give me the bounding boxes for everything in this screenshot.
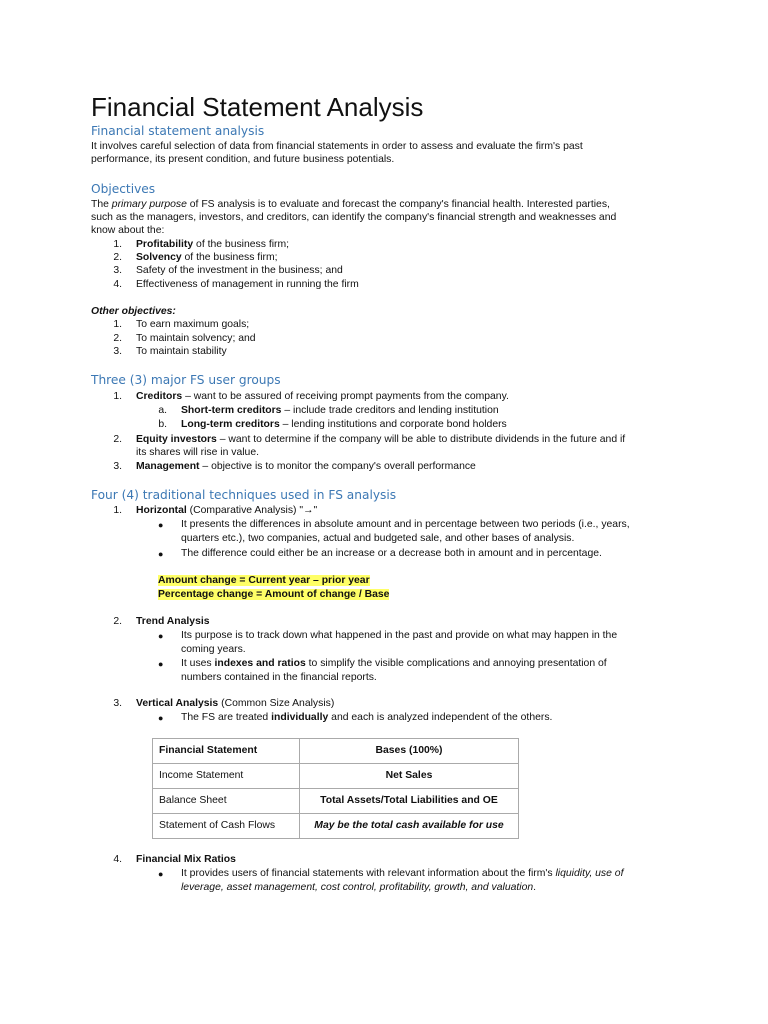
list-item: Safety of the investment in the business; and bbox=[136, 265, 343, 276]
table-cell: Balance Sheet bbox=[153, 789, 300, 814]
list-number: 1. bbox=[113, 391, 122, 402]
bases-table bbox=[152, 738, 519, 839]
list-item: Management – objective is to monitor the company's overall performance bbox=[136, 461, 476, 472]
list-number: 2. bbox=[113, 616, 122, 627]
section-heading-user-groups: Three (3) major FS user groups bbox=[91, 373, 281, 387]
list-item: Long-term creditors – lending institutions and corporate bond holders bbox=[181, 419, 507, 430]
list-number: 1. bbox=[113, 239, 122, 250]
list-item: To maintain stability bbox=[136, 346, 227, 357]
list-item: Horizontal (Comparative Analysis) "→" bbox=[136, 505, 318, 516]
bullet-text: Its purpose is to track down what happened in the past and provide on what may happen in the bbox=[181, 630, 618, 641]
list-item: Effectiveness of management in running the firm bbox=[136, 279, 359, 290]
section-heading-fs-analysis: Financial statement analysis bbox=[91, 124, 265, 138]
list-item: Short-term creditors – include trade creditors and lending institution bbox=[181, 405, 499, 416]
list-letter: a. bbox=[158, 405, 167, 416]
list-item: Profitability of the business firm; bbox=[136, 239, 290, 250]
list-number: 4. bbox=[113, 854, 122, 865]
list-number: 2. bbox=[113, 333, 122, 344]
table-cell: Total Assets/Total Liabilities and OE bbox=[300, 789, 519, 814]
list-item: Solvency of the business firm; bbox=[136, 252, 278, 263]
bullet-text: The FS are treated individually and each is analyzed independent of the others. bbox=[181, 712, 553, 723]
paragraph-line: performance, its present condition, and future business potentials. bbox=[91, 154, 395, 165]
paragraph-line: know about the: bbox=[91, 225, 165, 236]
list-letter: b. bbox=[158, 419, 167, 430]
page-title: Financial Statement Analysis bbox=[91, 92, 424, 122]
list-number: 3. bbox=[113, 461, 122, 472]
bullet-icon: ● bbox=[158, 713, 164, 723]
list-item: To maintain solvency; and bbox=[136, 333, 256, 344]
list-number: 2. bbox=[113, 252, 122, 263]
list-number: 3. bbox=[113, 698, 122, 709]
bullet-text: coming years. bbox=[181, 644, 246, 655]
section-heading-techniques: Four (4) traditional techniques used in FS analysis bbox=[91, 488, 397, 502]
table-header-row bbox=[153, 739, 519, 764]
bullet-icon: ● bbox=[158, 631, 164, 641]
bullet-text: It uses indexes and ratios to simplify the visible complications and annoying presentation of bbox=[181, 658, 607, 669]
bullet-text: It presents the differences in absolute amount and in percentage between two periods (i.e., years, bbox=[181, 519, 630, 530]
list-item: Trend Analysis bbox=[136, 616, 210, 627]
list-item: Financial Mix Ratios bbox=[136, 854, 236, 865]
table-row bbox=[153, 789, 519, 814]
bullet-icon: ● bbox=[158, 549, 164, 559]
list-number: 4. bbox=[113, 279, 122, 290]
table-header-cell: Bases (100%) bbox=[300, 739, 519, 764]
table-cell: May be the total cash available for use bbox=[300, 814, 519, 839]
list-item-continued: its shares will rise in value. bbox=[136, 447, 259, 458]
section-heading-objectives: Objectives bbox=[91, 182, 156, 196]
bullet-text: quarters etc.), two companies, actual and budgeted sale, and other bases of analysis. bbox=[181, 533, 575, 544]
paragraph-line: The primary purpose of FS analysis is to evaluate and forecast the company's financial health. Interested parties, bbox=[91, 199, 610, 210]
table-cell: Net Sales bbox=[300, 764, 519, 789]
bullet-text: The difference could either be an increase or a decrease both in amount and in percentage. bbox=[181, 548, 602, 559]
formula-percentage-change: Percentage change = Amount of change / Base bbox=[158, 589, 390, 600]
list-number: 1. bbox=[113, 319, 122, 330]
other-objectives-heading: Other objectives: bbox=[91, 306, 176, 317]
list-number: 2. bbox=[113, 434, 122, 445]
table-cell: Statement of Cash Flows bbox=[153, 814, 300, 839]
list-number: 3. bbox=[113, 346, 122, 357]
formula-amount-change: Amount change = Current year – prior year bbox=[158, 575, 370, 586]
list-item: Vertical Analysis (Common Size Analysis) bbox=[136, 698, 335, 709]
list-item: Creditors – want to be assured of receiving prompt payments from the company. bbox=[136, 391, 509, 402]
table-row bbox=[153, 764, 519, 789]
table-row bbox=[153, 814, 519, 839]
bullet-text: leverage, asset management, cost control, profitability, growth, and valuation. bbox=[181, 882, 537, 893]
bullet-icon: ● bbox=[158, 869, 164, 879]
table-header-cell: Financial Statement bbox=[153, 739, 300, 764]
table-cell: Income Statement bbox=[153, 764, 300, 789]
bullet-text: numbers contained in the financial reports. bbox=[181, 672, 377, 683]
bullet-icon: ● bbox=[158, 659, 164, 669]
list-item: To earn maximum goals; bbox=[136, 319, 250, 330]
bullet-icon: ● bbox=[158, 520, 164, 530]
paragraph-line: It involves careful selection of data from financial statements in order to assess and evaluate the firm's past bbox=[91, 141, 583, 152]
bullet-text: It provides users of financial statements with relevant information about the firm's liquidity, use of bbox=[181, 868, 624, 879]
paragraph-line: such as the managers, investors, and creditors, can identify the company's financial strength and weaknesses and bbox=[91, 212, 617, 223]
list-number: 3. bbox=[113, 265, 122, 276]
list-number: 1. bbox=[113, 505, 122, 516]
list-item: Equity investors – want to determine if the company will be able to distribute dividends in the future and if bbox=[136, 434, 626, 445]
